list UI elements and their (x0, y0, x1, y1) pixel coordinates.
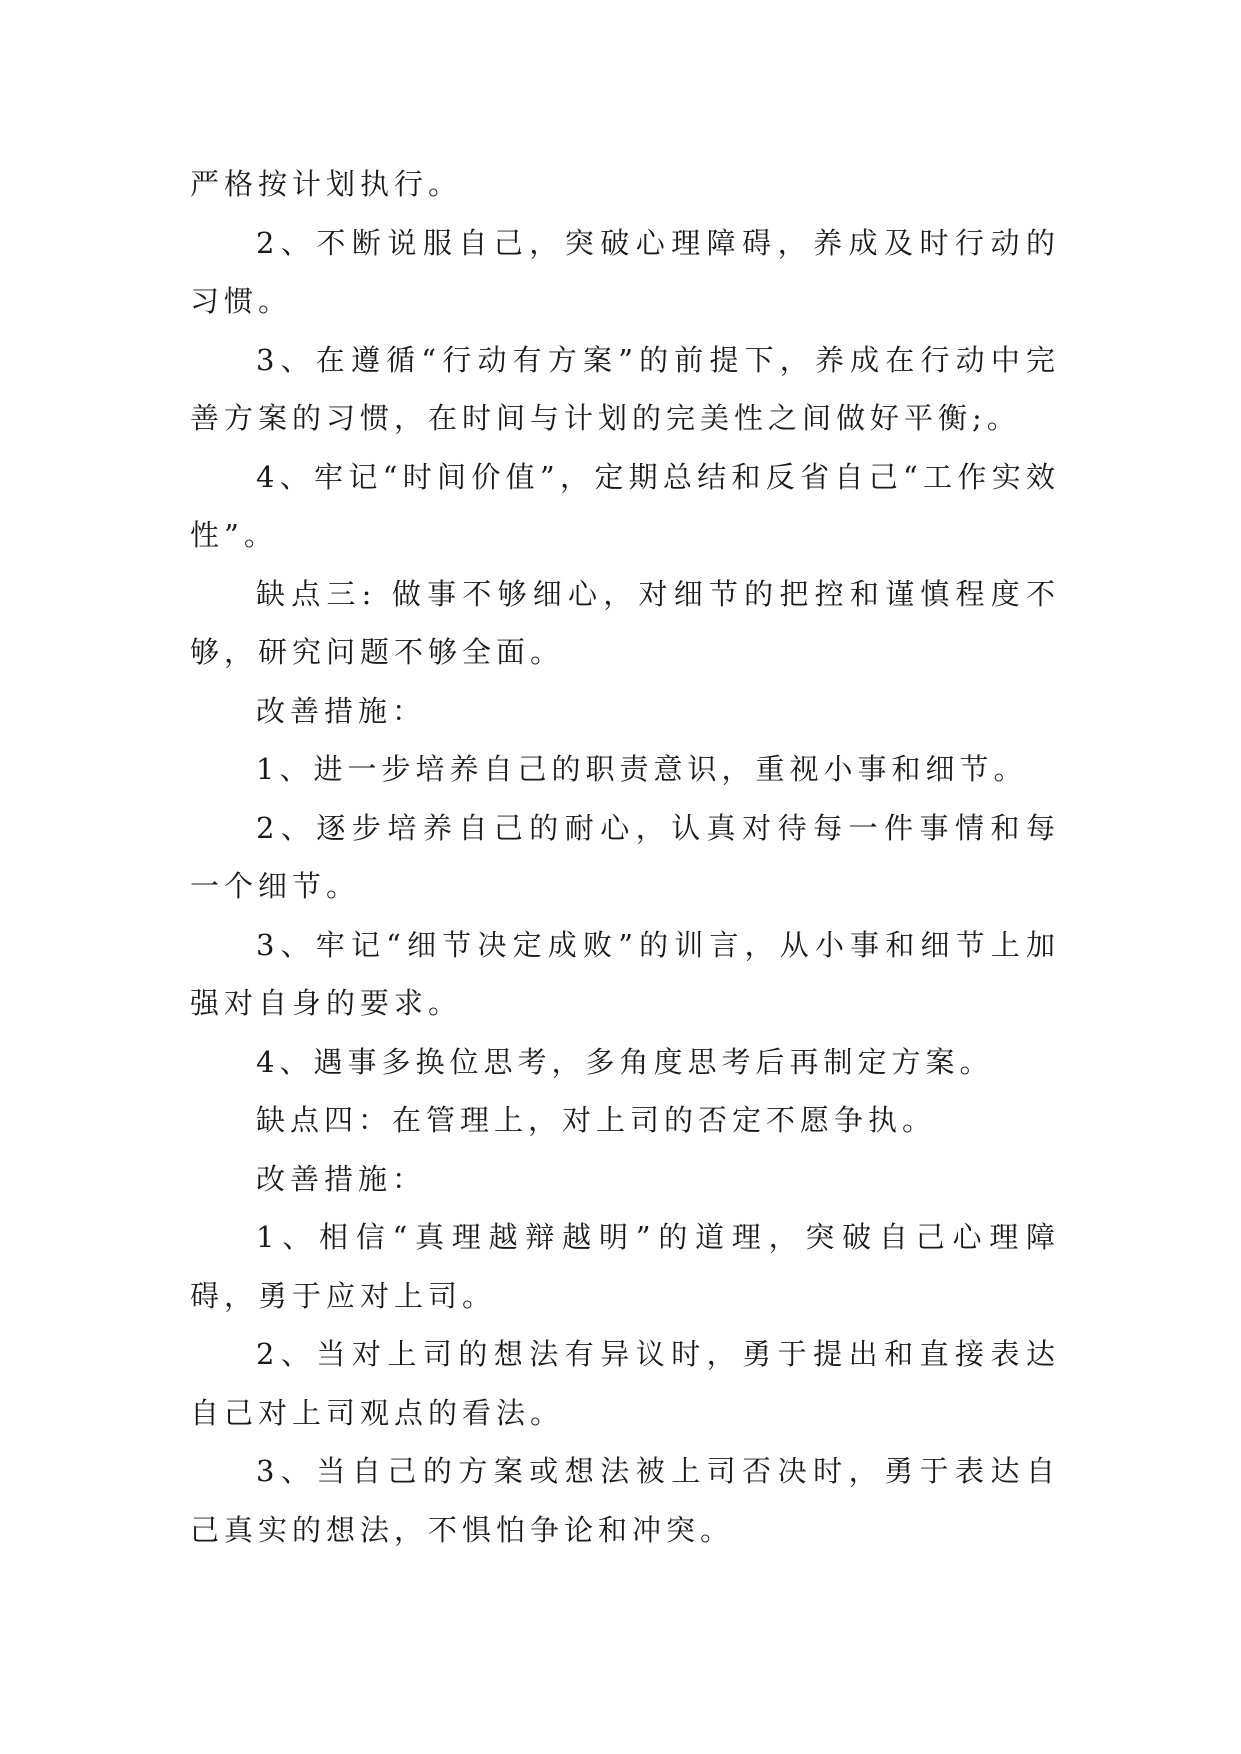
paragraph-measure-1: 1、进一步培养自己的职责意识，重视小事和细节。 (256, 752, 1028, 786)
paragraph-measure-1: 1、相信“真理越辩越明”的道理，突破自己心理障碍，勇于应对上司。 (190, 1220, 1060, 1313)
paragraph-continuation: 严格按计划执行。 (190, 167, 463, 201)
paragraph-measure-3: 3、当自己的方案或想法被上司否决时，勇于表达自己真实的想法，不惧怕争论和冲突。 (190, 1454, 1060, 1547)
document-body (190, 155, 1060, 1559)
paragraph-measure-3: 3、牢记“细节决定成败”的训言，从小事和细节上加强对自身的要求。 (190, 927, 1060, 1020)
paragraph-weakness-three: 缺点三: 做事不够细心，对细节的把控和谨慎程度不够，研究问题不够全面。 (190, 576, 1060, 669)
paragraph-measure-2: 2、不断说服自己，突破心理障碍，养成及时行动的习惯。 (190, 225, 1060, 318)
paragraph-measure-3: 3、在遵循“行动有方案”的前提下，养成在行动中完善方案的习惯，在时间与计划的完美性之间做好平衡;。 (190, 342, 1060, 435)
paragraph-improvement-heading: 改善措施： (256, 1161, 427, 1196)
paragraph-weakness-four: 缺点四：在管理上，对上司的否定不愿争执。 (256, 1103, 937, 1137)
paragraph-improvement-heading: 改善措施： (256, 693, 427, 728)
paragraph-measure-2: 2、当对上司的想法有异议时，勇于提出和直接表达自己对上司观点的看法。 (190, 1337, 1060, 1430)
paragraph-measure-2: 2、逐步培养自己的耐心，认真对待每一件事情和每一个细节。 (190, 810, 1060, 903)
paragraph-measure-4: 4、遇事多换位思考，多角度思考后再制定方案。 (256, 1044, 994, 1079)
paragraph-measure-4: 4、牢记“时间价值”，定期总结和反省自己“工作实效性”。 (190, 459, 1060, 552)
